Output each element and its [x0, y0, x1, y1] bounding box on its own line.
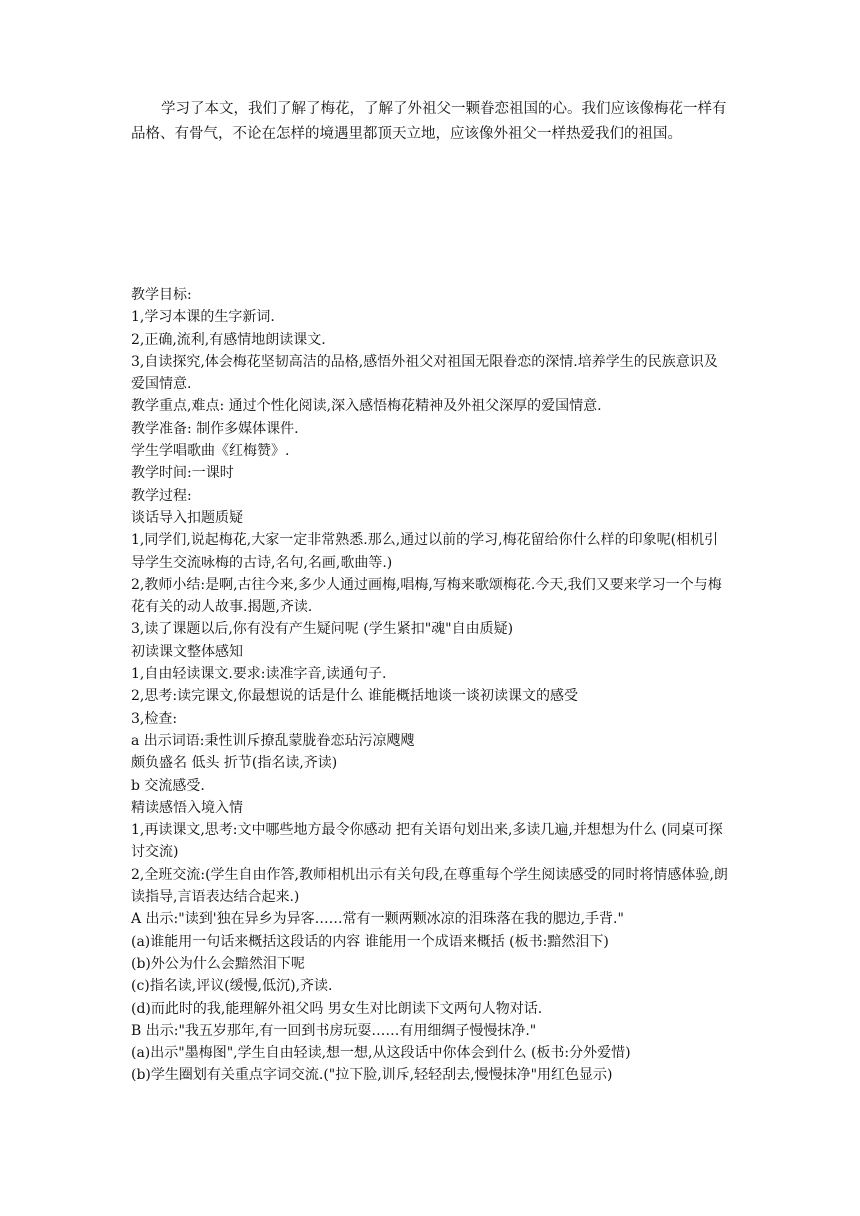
- vocabulary-list-2: 颇负盛名 低头 折节(指名读,齐读): [131, 755, 338, 772]
- reading-step-2: 2,思考:读完课文,你最想说的话是什么 谁能概括地谈一谈初读课文的感受: [131, 688, 578, 705]
- share-feelings: b 交流感受.: [131, 777, 205, 794]
- intro-paragraph: 学习了本文，我们了解了梅花，了解了外祖父一颗眷恋祖国的心。我们应该像梅花一样有品格、有骨气，不论在怎样的境遇里都顶天立地，应该像外祖父一样热爱我们的祖国。: [131, 101, 727, 142]
- subheading-intro: 谈话导入扣题质疑: [131, 509, 243, 526]
- section-heading-objectives: 教学目标:: [131, 287, 192, 303]
- intro-step-2: 2,教师小结:是啊,古往今来,多少人通过画梅,唱梅,写梅来歌颂梅花.今天,我们又要来学习一个与梅花有关的动人故事.揭题,齐读.: [131, 576, 722, 616]
- excerpt-a-item-c: (c)指名读,评议(缓慢,低沉),齐读.: [131, 978, 333, 995]
- reading-step-3: 3,检查:: [131, 710, 178, 727]
- close-reading-step-2: 2,全班交流:(学生自由作答,教师相机出示有关句段,在尊重每个学生阅读感受的同时将情感体验,朗读指导,言语表达结合起来.): [131, 866, 728, 906]
- excerpt-a-item-d: (d)而此时的我,能理解外祖父吗 男女生对比朗读下文两句人物对话.: [131, 1000, 543, 1017]
- vocabulary-list: a 出示词语:秉性训斥撩乱蒙胧眷恋玷污凉飕飕: [131, 732, 415, 749]
- excerpt-a-item-b: (b)外公为什么会黯然泪下呢: [131, 955, 305, 972]
- excerpt-a: A 出示:"读到'独在异乡为异客……常有一颗两颗冰凉的泪珠落在我的腮边,手背.": [131, 911, 624, 928]
- close-reading-step-1: 1,再读课文,思考:文中哪些地方最令你感动 把有关语句划出来,多读几遍,并想想为什么 (同桌可探讨交流): [131, 822, 723, 861]
- preparation: 教学准备: 制作多媒体课件.: [131, 420, 299, 437]
- key-points: 教学重点,难点: 通过个性化阅读,深入感悟梅花精神及外祖父深厚的爱国情意.: [131, 398, 602, 415]
- objective-1: 1,学习本课的生字新词.: [131, 309, 275, 326]
- excerpt-b: B 出示:"我五岁那年,有一回到书房玩耍……有用细绸子慢慢抹净.": [131, 1022, 537, 1039]
- objective-3: 3,自读探究,体会梅花坚韧高洁的品格,感悟外祖父对祖国无限眷恋的深情.培养学生的民族意识及爱国情意.: [131, 353, 718, 393]
- reading-step-1: 1,自由轻读课文.要求:读准字音,读通句子.: [131, 666, 387, 683]
- lesson-plan-body: [131, 284, 731, 1087]
- section-heading-process: 教学过程:: [131, 487, 192, 504]
- subheading-close-reading: 精读感悟入境入情: [131, 799, 243, 816]
- excerpt-b-item-a: (a)出示"墨梅图",学生自由轻读,想一想,从这段话中你体会到什么 (板书:分外爱惜): [131, 1045, 631, 1062]
- preparation-song: 学生学唱歌曲《红梅赞》.: [131, 443, 290, 460]
- excerpt-a-item-a: (a)谁能用一句话来概括这段话的内容 谁能用一个成语来概括 (板书:黯然泪下): [131, 933, 609, 950]
- teaching-time: 教学时间:一课时: [131, 465, 234, 482]
- intro-step-1: 1,同学们,说起梅花,大家一定非常熟悉.那么,通过以前的学习,梅花留给你什么样的印象呢(相机引导学生交流咏梅的古诗,名句,名画,歌曲等.): [131, 532, 719, 571]
- excerpt-b-item-b: (b)学生圈划有关重点字词交流.("拉下脸,训斥,轻轻刮去,慢慢抹净"用红色显示): [131, 1067, 613, 1084]
- objective-2: 2,正确,流利,有感情地朗读课文.: [131, 331, 326, 348]
- subheading-first-reading: 初读课文整体感知: [131, 643, 243, 660]
- intro-step-3: 3,读了课题以后,你有没有产生疑问呢 (学生紧扣"魂"自由质疑): [131, 621, 514, 638]
